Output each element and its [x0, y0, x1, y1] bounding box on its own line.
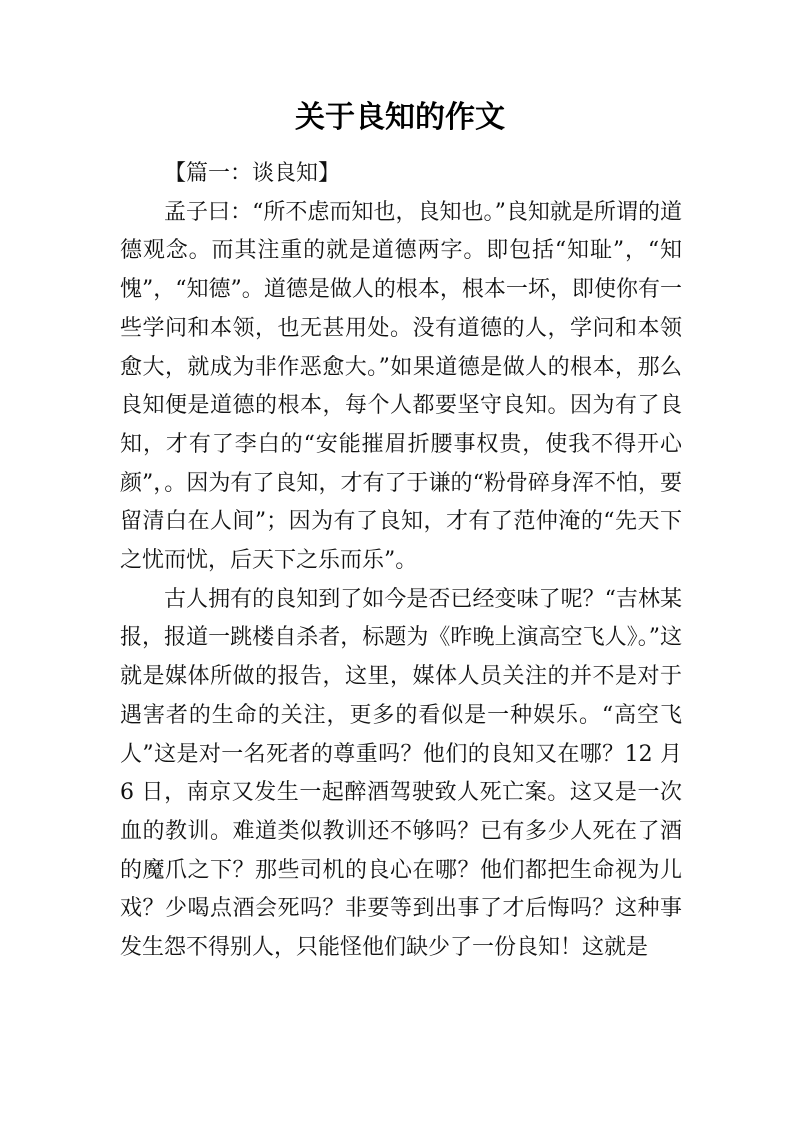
document-body [120, 155, 682, 968]
paragraph-2: 古人拥有的良知到了如今是否已经变味了呢？“吉林某报，报道一跳楼自杀者，标题为《昨晚上演高空飞人》。”这就是媒体所做的报告，这里，媒体人员关注的并不是对于遇害者的生命的关注，更多的看似是一种娱乐。“高空飞人”这是对一名死者的尊重吗？他们的良知又在哪？12 月 6 日，南京又发生一起醉酒驾驶致人死亡案。这又是一次血的教训。难道类似教训还不够吗？已有多少人死在了酒的魔爪之下？那些司机的良心在哪？他们都把生命视为儿戏？少喝点酒会死吗？非要等到出事了才后悔吗？这种事发生怨不得别人，只能怪他们缺少了一份良知！这就是 [120, 586, 682, 961]
document-title: 关于良知的作文 [295, 100, 505, 135]
paragraph-1: 孟子曰：“所不虑而知也，良知也。”良知就是所谓的道德观念。而其注重的就是道德两字。即包括“知耻”，“知愧”，“知德”。道德是做人的根本，根本一坏，即使你有一些学问和本领，也无甚用处。没有道德的人，学问和本领愈大，就成为非作恶愈大。”如果道德是做人的根本，那么良知便是道德的根本，每个人都要坚守良知。因为有了良知，才有了李白的“安能摧眉折腰事权贵，使我不得开心颜”，。因为有了良知，才有了于谦的“粉骨碎身浑不怕，要留清白在人间”；因为有了良知，才有了范仲淹的“先天下之忧而忧，后天下之乐而乐”。 [120, 199, 682, 574]
section-heading: 【篇一：谈良知】 [164, 161, 341, 186]
